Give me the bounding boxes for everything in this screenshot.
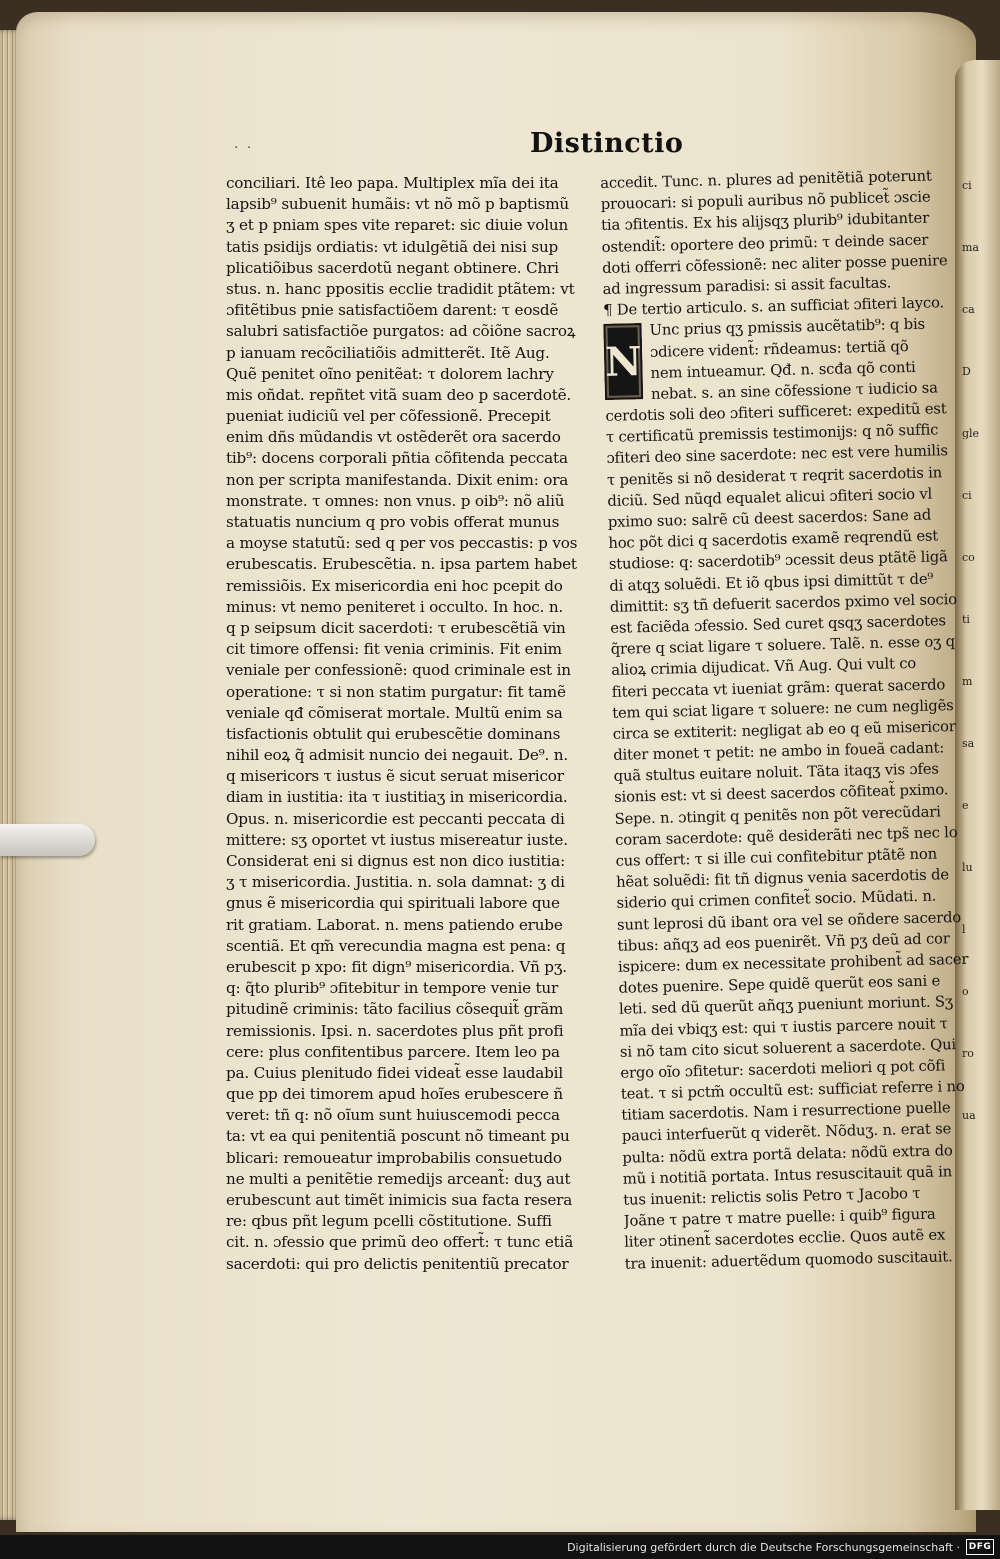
- text-line: tia ɔfitentis. Ex his alijsqʒ plurib⁹ idubitanter: [601, 209, 930, 235]
- text-line: ɔfitẽtibus pnie satisfactiõem darent: τ eosdẽ: [226, 301, 559, 320]
- text-line: conciliari. Itê leo papa. Multiplex mĩa dei ita: [226, 174, 559, 192]
- text-line: Joãne τ patre τ matre puelle: i quib⁹ figura: [623, 1205, 936, 1230]
- text-line: τ penitẽs si nõ desiderat τ reqrit sacerdotis in: [606, 463, 943, 489]
- text-line: pximo suo: salrẽ cũ deest sacerdos: Sane ad: [607, 506, 932, 531]
- text-line: salubri satisfactiõe purgatos: ad cõiõne sacroꝝ: [226, 322, 576, 341]
- text-line: Unc prius qʒ pmissis aucẽtatib⁹: q bis: [649, 315, 926, 340]
- text-line: re: qbus pñt legum pcelli cõstitutione. Suffi: [226, 1212, 552, 1231]
- text-line: prouocari: si populi auribus nõ publicet̃ ɔscie: [600, 188, 931, 214]
- text-line: cere: plus confitentibus parcere. Item leo pa: [226, 1042, 560, 1061]
- text-line: ispicere: dum ex necessitate prohibent̃ ad sacer: [617, 950, 969, 976]
- text-line: tatis psidijs ordiatis: vt idulgẽtiã dei nisi sup: [226, 237, 559, 256]
- text-line: alioꝝ crimia dijudicat. Vñ Aug. Qui vult co: [611, 655, 917, 680]
- text-line: ʒ τ misericordia. Justitia. n. sola damnat: ʒ di: [226, 873, 565, 892]
- text-line: sacerdoti: qui pro delictis penitentiũ precator: [226, 1254, 569, 1273]
- adjacent-page-fragment: o: [962, 986, 969, 997]
- adjacent-page-fragment: D: [962, 366, 971, 377]
- text-line: pa. Cuius plenitudo fidei videat̃ esse laudabil: [226, 1063, 563, 1082]
- right-column-indented-lines: [603, 313, 961, 406]
- text-line: hẽat soluẽdi: fit tñ dignus venia sacerdotis de: [615, 866, 950, 892]
- text-line: cit. n. ɔfessio que primũ deo offert̃: τ tunc etiã: [226, 1233, 574, 1252]
- text-line: ¶ De tertio articulo. s. an sufficiat ɔfiteri layco.: [602, 294, 945, 320]
- text-line: tisfactionis obtulit qui erubescẽtie dominans: [226, 724, 561, 743]
- text-line: dotes puenire. Sepe quidẽ querũt eos sani e: [618, 972, 941, 997]
- funding-notice: Digitalisierung gefördert durch die Deutsche Forschungsgemeinschaft ·: [567, 1540, 960, 1554]
- text-line: nebat. s. an sine cõfessione τ iudicio sa: [650, 379, 938, 403]
- text-line: nihil eoꝝ q̃ admisit nuncio dei negauit. De⁹. n.: [226, 746, 569, 765]
- text-line: ɔfiteri deo sine sacerdote: nec est vere humilis: [606, 442, 948, 468]
- right-column-remaining-lines: [605, 398, 981, 1275]
- text-line: enim dñs mũdandis vt ostẽderẽt ora sacerdo: [226, 428, 561, 447]
- adjacent-page-fragment: co: [962, 552, 975, 563]
- text-line: erubescit p xpo: fit dign⁹ misericordia. Vñ pʒ.: [226, 957, 567, 976]
- adjacent-page-fragment: ro: [962, 1048, 974, 1059]
- adjacent-page-fragment: ca: [962, 304, 975, 315]
- text-line: studiose: q: sacerdotib⁹ ɔcessit deus ptãtẽ ligã: [608, 548, 948, 574]
- right-column-top-lines: [600, 165, 959, 321]
- decorated-initial-letter: N: [603, 323, 643, 400]
- text-line: mis oñdat. repñtet vitã suam deo p sacerdotẽ.: [226, 385, 572, 404]
- text-line: q p seipsum dicit sacerdoti: τ erubescẽtiã vin: [226, 618, 566, 637]
- initial-paragraph: [603, 313, 961, 406]
- text-line: remissionis. Ipsi. n. sacerdotes plus pñt profi: [226, 1021, 564, 1040]
- text-line: τ certificatũ premissis testimonijs: q nõ suffic: [605, 421, 939, 447]
- text-line: dimittit: sʒ tñ defuerit sacerdos pximo vel socio: [609, 590, 958, 616]
- text-line: Considerat eni si dignus est non dico iustitia:: [226, 852, 566, 870]
- text-line: ɔdicere vident̃: rñdeamus: tertiã qõ: [649, 337, 909, 361]
- text-line: Opus. n. misericordie est peccanti peccata di: [226, 809, 565, 828]
- text-line: leti. sed dũ querũt añqʒ pueniunt moriunt. Sʒ: [618, 993, 954, 1019]
- text-line: si nõ tam cito sicut soluerent a sacerdote. Qui: [619, 1035, 957, 1061]
- adjacent-page-fragment: l: [962, 924, 966, 935]
- footer-bar: [0, 1535, 1000, 1559]
- text-line: ad ingressum paradisi: si assit facultas.: [602, 274, 892, 298]
- text-line: pueniat iudiciũ vel per cõfessionẽ. Precepit: [226, 407, 551, 426]
- text-line: tib⁹: docens corporali pñtia cõfitenda peccata: [226, 449, 568, 468]
- text-line: tus inuenit: relictis solis Petro τ Jacobo τ: [623, 1184, 921, 1209]
- text-line: fiteri peccata vt iueniat grãm: querat sacerdo: [611, 675, 946, 701]
- text-line: lapsib⁹ subuenit humãis: vt nõ mõ p baptismũ: [226, 195, 569, 214]
- text-line: veret: tñ q: nõ oĩum sunt huiuscemodi pecca: [226, 1106, 560, 1125]
- adjacent-page-fragment: gle: [962, 428, 980, 439]
- adjacent-page-fragment: m: [962, 676, 973, 687]
- text-line: Quẽ penitet oĩno penitẽat: τ dolorem lachry: [226, 364, 554, 383]
- text-line: plicatiõibus sacerdotũ negant obtinere. Chri: [226, 258, 559, 277]
- text-line: diciũ. Sed nũqd equalet alicui ɔfiteri socio vl: [607, 485, 933, 510]
- adjacent-page-fragment: e: [962, 800, 969, 811]
- text-line: circa se extiterit: negligat ab eo q eũ misericor: [612, 717, 956, 743]
- text-line: ta: vt ea qui penitentiã poscunt nõ timeant pu: [226, 1127, 570, 1146]
- text-line: que pp dei timorem apud hoĩes erubescere ñ: [226, 1085, 563, 1104]
- text-line: ostendit̃: oportere deo primũ: τ deinde sacer: [601, 231, 929, 256]
- text-line: hoc põt dici q sacerdotis examẽ reqrendũ est: [608, 527, 939, 553]
- dfg-logo: DFG: [966, 1539, 994, 1555]
- text-line: ne multi a penitẽtie remedijs arceant̃: duʒ aut: [226, 1169, 571, 1188]
- text-line: quã stultus euitare noluit. Tãta itaqʒ vis ɔfes: [613, 760, 939, 786]
- text-line: est faciẽda ɔfessio. Sed curet qsqʒ sacerdotes: [610, 612, 946, 637]
- text-line: teat. τ si pctm̃ occultũ est: sufficiat referre i no: [620, 1078, 965, 1103]
- text-line: q misericors τ iustus ẽ sicut seruat misericor: [226, 767, 564, 786]
- text-line: statuatis nuncium q pro vobis offerat munus: [226, 513, 560, 531]
- text-line: cit timore offensi: fit venia criminis. Fit enim: [226, 640, 562, 659]
- text-line: a moyse statutũ: sed q per vos peccastis: p vos: [226, 534, 578, 553]
- left-text-column: [226, 173, 594, 1275]
- text-line: Sepe. n. ɔtingit q penitẽs non põt verecũdari: [614, 803, 941, 828]
- text-line: rit gratiam. Laborat. n. mens patiendo erube: [226, 915, 563, 934]
- text-line: mũ i notitiã portata. Intus resuscitauit quã in: [622, 1163, 953, 1188]
- text-line: coram sacerdote: quẽ desiderãti nec tps̃ nec lo: [614, 823, 958, 849]
- text-line: sunt leprosi dũ ibant ora vel se oñdere sacerdo: [616, 908, 962, 934]
- text-line: pauci interfuerũt q viderẽt. Nõduʒ. n. erat se: [621, 1120, 952, 1146]
- text-line: accedit. Tunc. n. plures ad penitẽtiã poterunt: [600, 167, 932, 192]
- text-line: pulta: nõdũ extra portã delata: nõdũ extra do: [622, 1141, 953, 1167]
- adjacent-page-fragment: lu: [962, 862, 973, 873]
- right-text-column: [600, 165, 981, 1275]
- text-line: nem intueamur. Qđ. n. scđa qõ conti: [650, 358, 916, 382]
- text-line: erubescatis. Erubescẽtia. n. ipsa partem habet: [226, 555, 577, 574]
- text-line: non per scripta manifestanda. Dixit enim: ora: [226, 470, 569, 489]
- text-line: gnus ẽ misericordia qui spirituali labore que: [226, 894, 560, 913]
- adjacent-page-fragment: ti: [962, 614, 970, 625]
- text-line: q: q̃to plurib⁹ ɔfitebitur in tempore venie tur: [226, 979, 559, 998]
- text-line: stus. n. hanc ppositis ecclie tradidit ptãtem: vt: [226, 279, 575, 298]
- text-line: minus: vt nemo peniteret i occulto. In hoc. n.: [226, 597, 564, 616]
- text-line: operatione: τ si non statim purgatur: fit tamẽ: [226, 682, 566, 701]
- text-line: liter ɔtinent̃ sacerdotes ecclie. Quos autẽ ex: [624, 1226, 946, 1252]
- adjacent-page-fragment: ci: [962, 490, 972, 501]
- text-line: pitudinẽ criminis: tãto facilius cõsequit̃ grãm: [226, 1000, 564, 1019]
- adjacent-page-fragment: ci: [962, 180, 972, 191]
- text-line: tem qui sciat ligare τ soluere: ne cum negligẽs: [612, 696, 954, 722]
- text-line: tibus: añqʒ ad eos puenirẽt. Vñ pʒ deũ ad cor: [617, 930, 950, 955]
- text-line: veniale qđ cõmiserat mortale. Multũ enim sa: [226, 703, 563, 722]
- text-line: diam in iustitia: ita τ iustitiaʒ in misericordia.: [226, 788, 568, 807]
- text-line: di atqʒ soluẽdi. Et iõ qbus ipsi dimittũt τ de⁹: [609, 570, 934, 595]
- text-line: tra inuenit: aduertẽdum quomodo suscitauit.: [624, 1247, 953, 1273]
- text-line: p ianuam recõciliatiõis admitterẽt. Itẽ Aug.: [226, 343, 550, 362]
- text-line: titiam sacerdotis. Nam i resurrectione puelle: [621, 1099, 951, 1125]
- bookmark-strip: [0, 824, 95, 856]
- text-line: cus offert: τ si ille cui confitebitur ptãtẽ non: [615, 845, 938, 870]
- adjacent-page-fragment: ma: [962, 242, 979, 253]
- text-line: mĩa dei vbiqʒ est: qui τ iustis parcere nouit τ: [619, 1014, 948, 1040]
- text-line: monstrate. τ omnes: non vnus. p oib⁹: nõ aliũ: [226, 491, 565, 510]
- text-line: cerdotis soli deo ɔfiteri sufficeret: expeditũ est: [605, 400, 947, 425]
- text-line: mittere: sʒ oportet vt iustus misereatur iuste.: [226, 830, 568, 849]
- text-line: veniale per confessionẽ: quod criminale est in: [226, 661, 571, 680]
- text-line: doti offerri cõfessionẽ: nec aliter posse puenire: [601, 251, 948, 277]
- text-line: remissiõis. Ex misericordia eni hoc pcepit do: [226, 576, 563, 595]
- text-line: siderio qui crimen confitet̃ socio. Mũdati. n.: [616, 887, 937, 913]
- text-line: erubescunt aut timẽt inimicis sua facta resera: [226, 1191, 573, 1209]
- text-line: sionis est: vt si deest sacerdos cõfiteat̃ pximo.: [613, 781, 949, 807]
- text-line: scentiã. Et qm̃ verecundia magna est pena: q: [226, 936, 566, 955]
- page-corner-mark: · ·: [234, 140, 254, 156]
- text-line: ʒ et p pniam spes vite reparet: sic diuie volun: [226, 216, 569, 235]
- text-line: diter monet τ petit: ne ambo in foueã cadant:: [613, 739, 945, 764]
- text-line: blicari: remoueatur improbabilis consuetudo: [226, 1148, 562, 1167]
- adjacent-page-fragment: ua: [962, 1110, 976, 1121]
- text-line: q̃rere q sciat ligare τ soluere. Talẽ. n. esse oʒ q: [610, 633, 956, 659]
- running-head: Distinctio: [530, 128, 684, 159]
- adjacent-page-fragment: sa: [962, 738, 975, 749]
- text-line: ergo oĩo ɔfitetur: sacerdoti meliori q pot cõfi: [620, 1057, 946, 1082]
